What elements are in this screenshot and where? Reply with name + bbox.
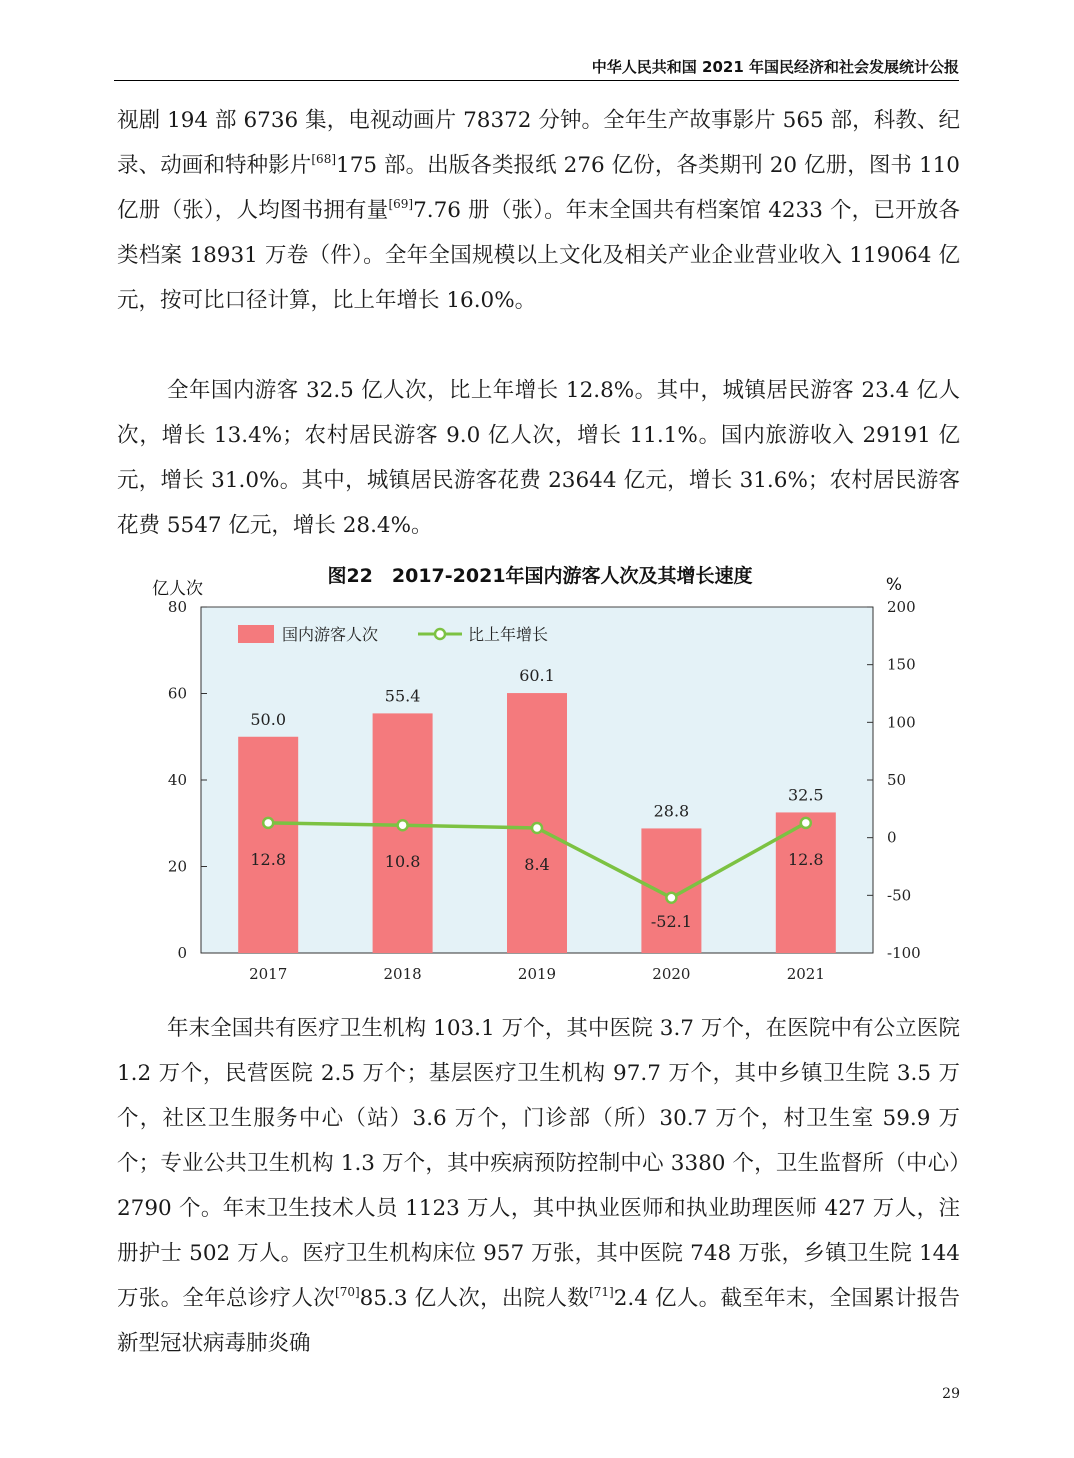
paragraph-culture	[117, 98, 960, 323]
footnote-ref-69[interactable]: [69]	[388, 197, 414, 211]
left-tick-label: 0	[177, 944, 187, 962]
p1-text-c: 7.76 册（张）。年末全国共有档案馆 4233 个，已开放各类档案 18931 万卷（件）。全年全国规模以上文化及相关产业企业营业收入 119064 亿元，按可比口径计算，比上年增长 16.0%。	[117, 198, 960, 313]
footnote-ref-71[interactable]: [71]	[589, 1285, 614, 1299]
p3-text-b: 85.3 亿人次，出院人数	[359, 1286, 590, 1311]
legend-line-marker	[435, 629, 445, 639]
bar-value-label: 28.8	[653, 801, 690, 821]
p1-text-b: 175 部。出版各类报纸 276 亿份，各类期刊 20 亿册，图书 110 亿册（张），人均图书拥有量	[117, 153, 960, 223]
right-tick-label: -50	[887, 886, 912, 905]
legend-bar-label: 国内游客人次	[282, 625, 379, 644]
p3-text-a: 年末全国共有医疗卫生机构 103.1 万个，其中医院 3.7 万个，在医院中有公立医院 1.2 万个，民营医院 2.5 万个；基层医疗卫生机构 97.7 万个，其中乡镇卫生院 3.5 万个，社区卫生服务中心（站）3.6 万个，门诊部（所）30.7 万个，村卫生室 59.9 万个；专业公共卫生机构 1.3 万个，其中疾病预防控制中心 3380 个，卫生监督所（中心）2790 个。年末卫生技术人员 1123 万人，其中执业医师和执业助理医师 427 万人，注册护士 502 万人。医疗卫生机构床位 957 万张，其中医院 748 万张，乡镇卫生院 144 万张。全年总诊疗人次	[117, 1016, 960, 1311]
footnote-ref-68[interactable]: [68]	[311, 152, 337, 166]
x-tick-label: 2021	[786, 965, 825, 983]
x-tick-label: 2017	[249, 965, 288, 983]
chart-title: 图22 2017-2021年国内游客人次及其增长速度	[327, 565, 753, 587]
bar-2018	[373, 713, 433, 953]
bar-value-label: 50.0	[250, 709, 287, 729]
left-tick-label: 40	[167, 771, 187, 789]
y-axis-label: 亿人次	[152, 579, 203, 599]
p3-text-c: 2.4 亿人。截至年末，全国累计报告新型冠状病毒肺炎确	[117, 1286, 960, 1356]
bar-value-label: 55.4	[384, 686, 421, 706]
left-tick-label: 80	[167, 598, 187, 616]
footnote-ref-70[interactable]: [70]	[335, 1285, 360, 1299]
right-tick-label: 150	[887, 655, 916, 674]
page-number: 29	[942, 1386, 960, 1402]
bar-value-label: 32.5	[787, 785, 824, 805]
bar-2020	[641, 828, 701, 953]
paragraph-health	[117, 1006, 960, 1366]
legend-line-label: 比上年增长	[468, 625, 549, 644]
right-tick-label: 50	[887, 771, 907, 789]
growth-point-2017	[263, 818, 273, 828]
left-tick-label: 60	[167, 684, 187, 703]
x-tick-label: 2018	[383, 965, 422, 983]
x-tick-label: 2020	[652, 965, 691, 983]
growth-value-label: 12.8	[787, 849, 824, 869]
right-axis-ticks	[867, 598, 921, 962]
header-rule	[114, 80, 959, 81]
growth-value-label: 8.4	[524, 854, 550, 874]
growth-point-2020	[666, 893, 676, 903]
growth-value-label: 12.8	[250, 849, 287, 869]
y2-axis-label: %	[885, 575, 903, 595]
growth-point-2018	[398, 820, 408, 830]
growth-value-label: 10.8	[384, 852, 421, 872]
right-tick-label: 100	[887, 713, 916, 732]
left-tick-label: 20	[167, 857, 187, 876]
growth-value-label: -52.1	[650, 911, 692, 931]
bar-2017	[238, 737, 298, 953]
tourism-chart	[114, 552, 944, 992]
bar-value-label: 60.1	[519, 666, 555, 686]
report-header-title: 中华人民共和国 2021 年国民经济和社会发展统计公报	[591, 58, 959, 76]
paragraph-tourism: 全年国内游客 32.5 亿人次，比上年增长 12.8%。其中，城镇居民游客 23.4 亿人次，增长 13.4%；农村居民游客 9.0 亿人次，增长 11.1%。国内旅游收入 29191 亿元，增长 31.0%。其中，城镇居民游客花费 23644 亿元，增长 31.6%；农村居民游客花费 5547 亿元，增长 28.4%。	[117, 378, 960, 538]
x-tick-labels	[249, 965, 825, 983]
right-tick-label: 200	[887, 598, 916, 616]
x-tick-label: 2019	[517, 965, 557, 983]
growth-point-2019	[532, 823, 542, 833]
legend-bar-swatch	[238, 625, 274, 643]
growth-point-2021	[801, 818, 811, 828]
right-tick-label: -100	[887, 944, 921, 962]
p1-text-a: 视剧 194 部 6736 集，电视动画片 78372 分钟。全年生产故事影片 565 部，科教、纪录、动画和特种影片	[117, 108, 960, 178]
right-tick-label: 0	[887, 828, 897, 847]
